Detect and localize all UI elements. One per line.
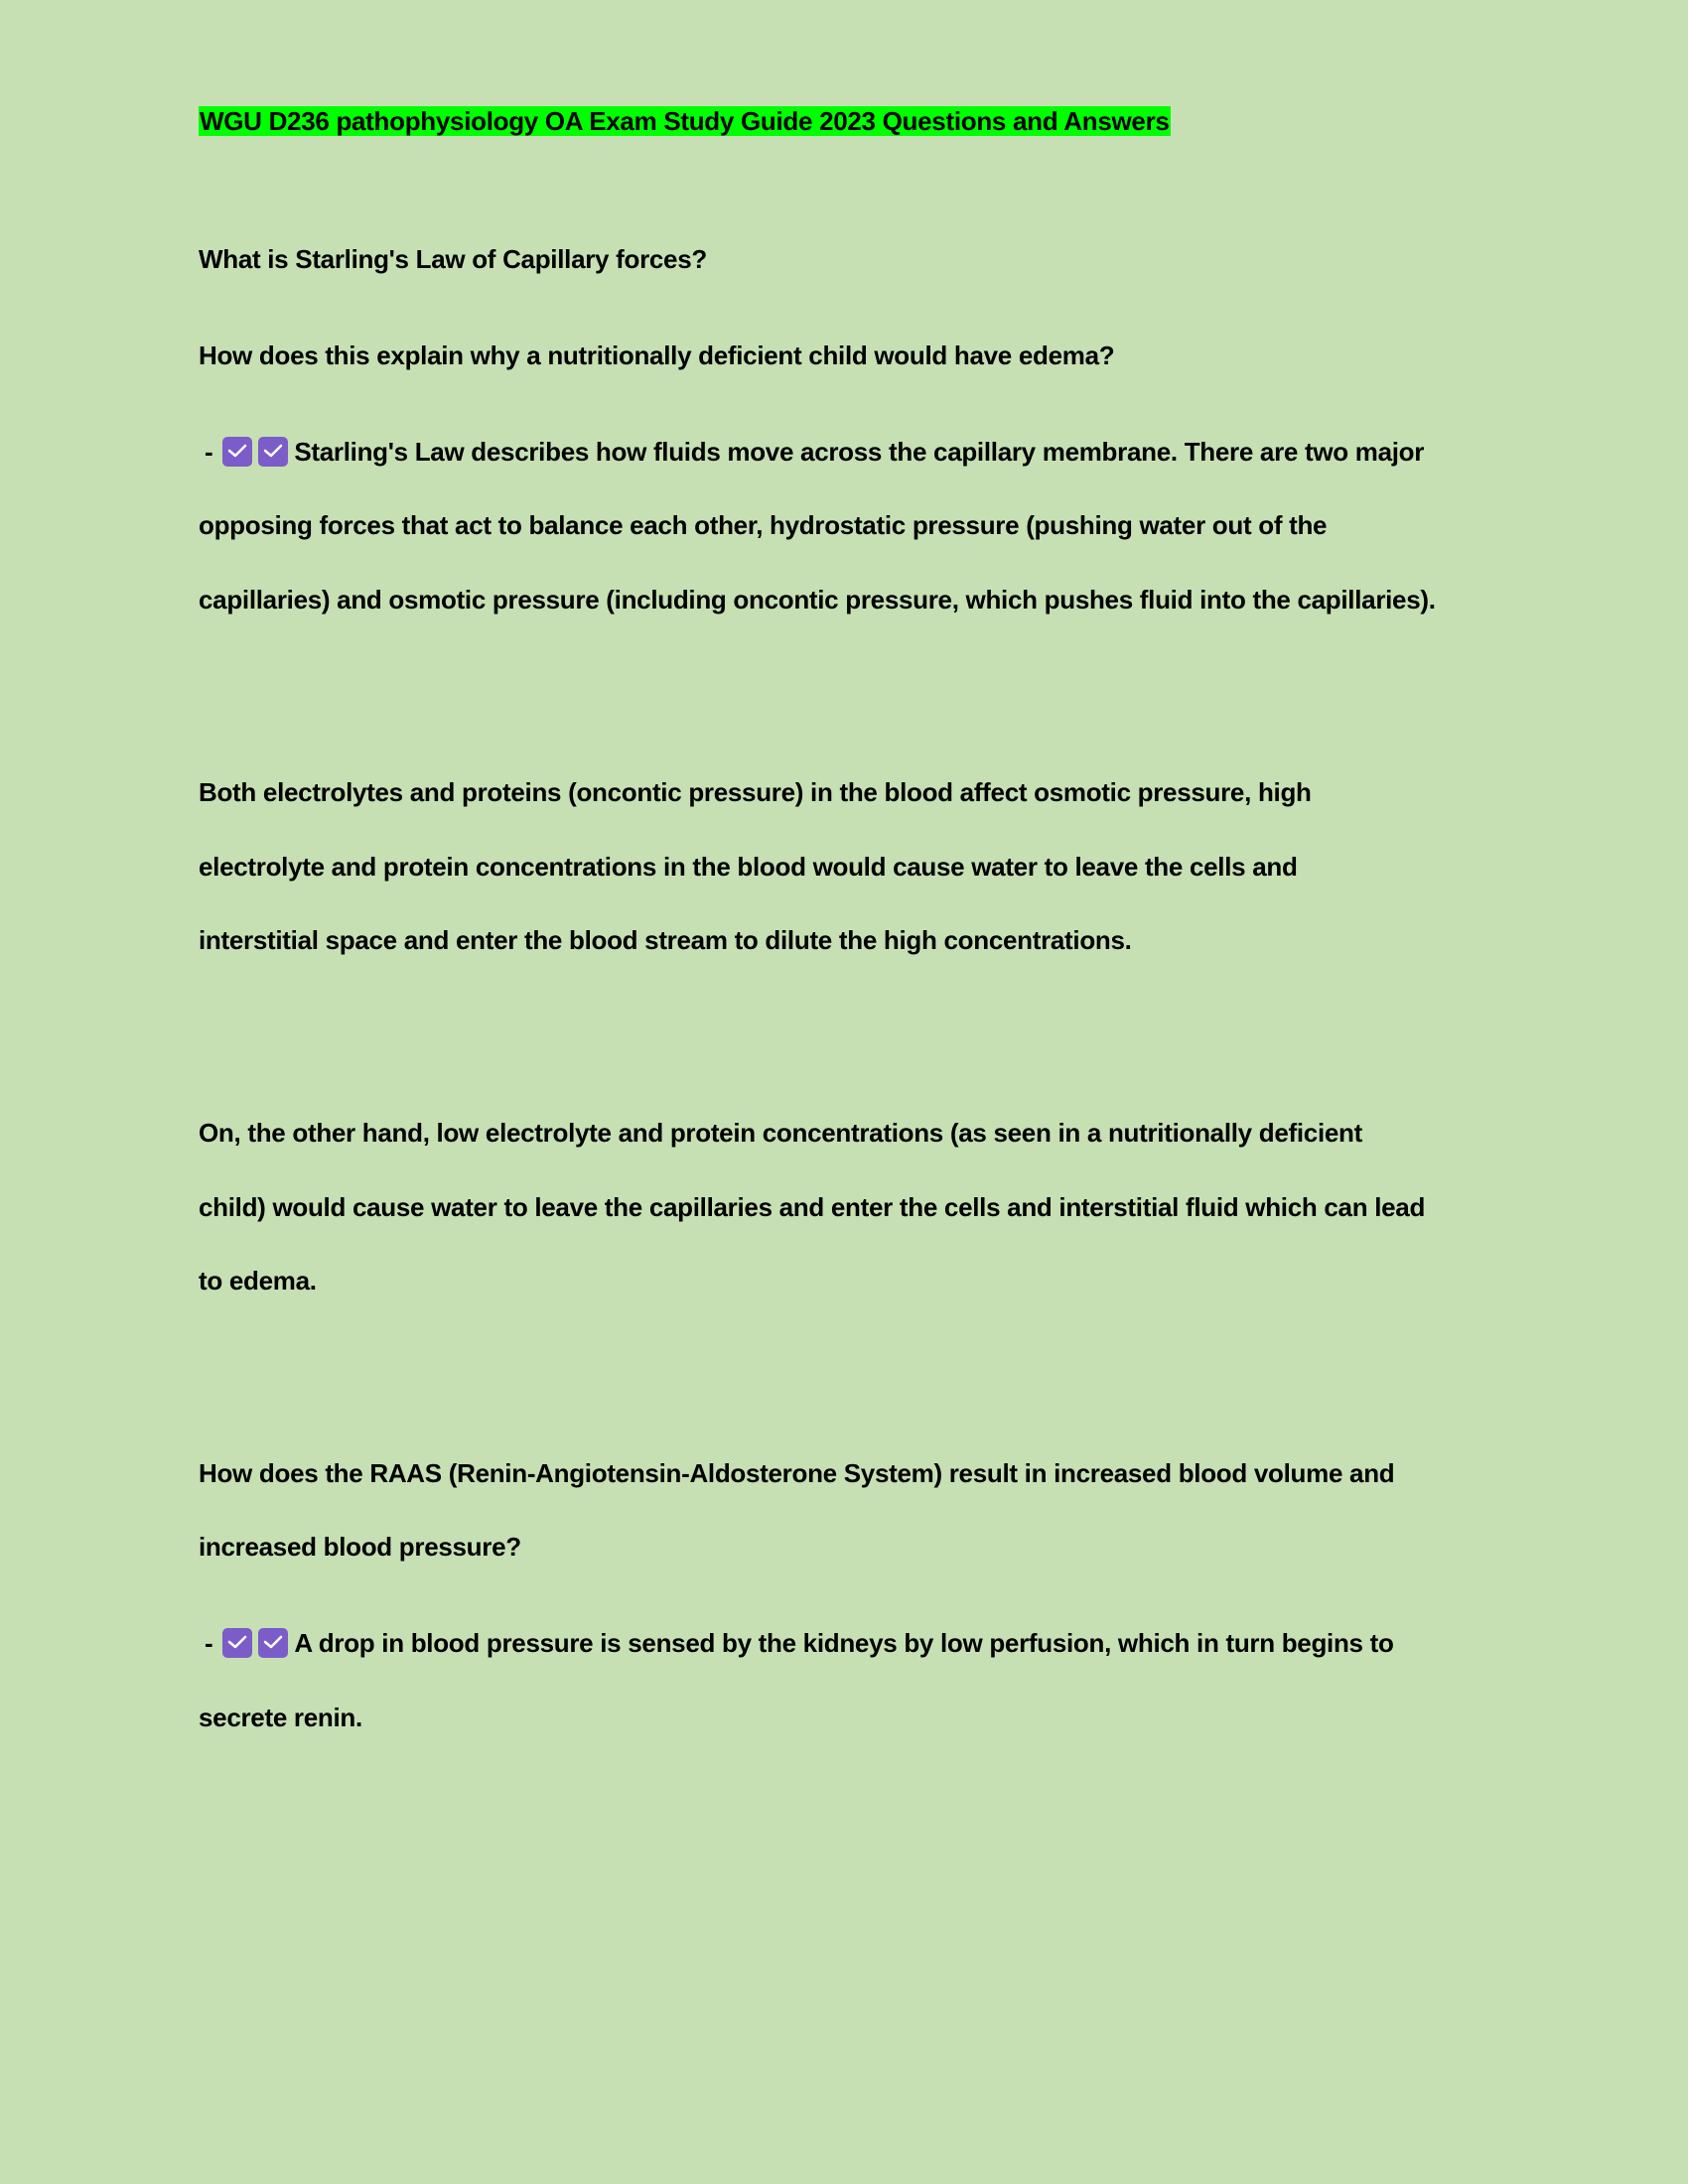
title-highlight: WGU D236 pathophysiology OA Exam Study Guide 2023 Questions and Answers [200,106,1170,136]
answer-2-line-1 [199,1624,1394,1662]
question-1-line-1: What is Starling's Law of Capillary forces? [199,244,707,274]
question-2-line-1: How does the RAAS (Renin-Angiotensin-Aldosterone System) result in increased blood volume and [199,1458,1395,1488]
answer-prefix: - [205,437,213,467]
paragraph-3-line-1: On, the other hand, low electrolyte and protein concentrations (as seen in a nutritionally deficient [199,1118,1362,1148]
paragraph-2-line-1: Both electrolytes and proteins (oncontic pressure) in the blood affect osmotic pressure, high [199,777,1312,807]
paragraph-2-line-2: electrolyte and protein concentrations in the blood would cause water to leave the cells and [199,852,1298,882]
question-1-line-2: How does this explain why a nutritionally deficient child would have edema? [199,341,1115,370]
answer-prefix: - [205,1628,213,1658]
answer-1-line-3: capillaries) and osmotic pressure (including oncontic pressure, which pushes fluid into the capillaries). [199,585,1436,614]
paragraph-2-line-3: interstitial space and enter the blood stream to dilute the high concentrations. [199,925,1132,955]
check-box-icon [258,1628,288,1658]
answer-1-line-2: opposing forces that act to balance each other, hydrostatic pressure (pushing water out of the [199,510,1328,540]
check-box-icon [222,437,252,467]
paragraph-3-line-2: child) would cause water to leave the capillaries and enter the cells and interstitial fluid which can lead [199,1192,1426,1222]
check-box-icon [258,437,288,467]
check-box-icon [222,1628,252,1658]
document-title [199,102,1171,140]
answer-2-line-2: secrete renin. [199,1703,362,1732]
answer-text: A drop in blood pressure is sensed by the kidneys by low perfusion, which in turn begins to [294,1628,1394,1658]
question-2-line-2: increased blood pressure? [199,1532,521,1562]
answer-text: Starling's Law describes how fluids move across the capillary membrane. There are two major [294,437,1425,467]
answer-1-line-1 [199,433,1424,471]
paragraph-3-line-3: to edema. [199,1266,317,1296]
